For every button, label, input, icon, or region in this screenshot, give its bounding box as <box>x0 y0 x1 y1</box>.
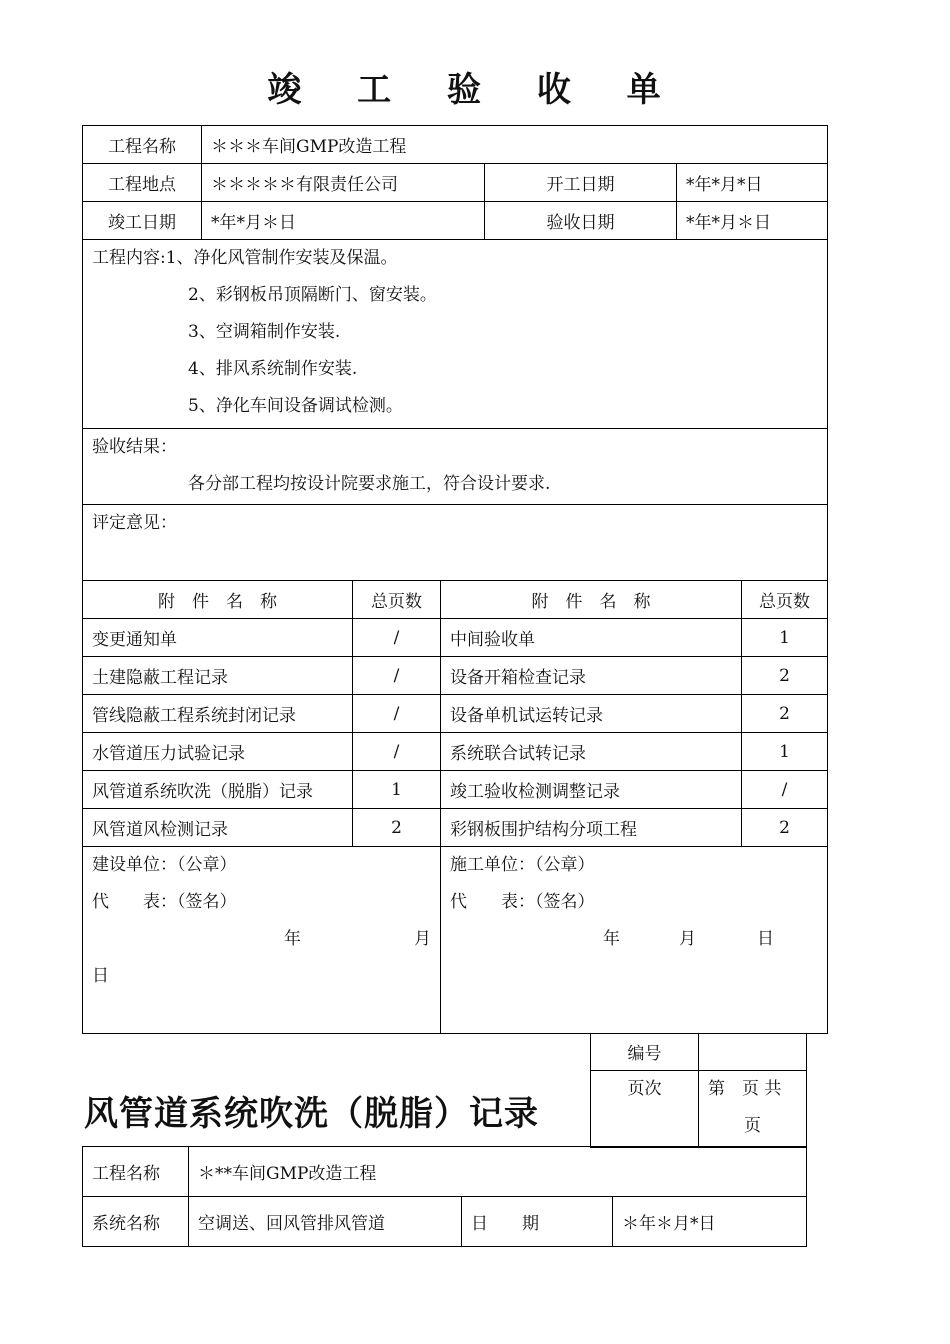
system-value: 空调送、回风管排风管道 <box>189 1197 462 1247</box>
result-text: 各分部工程均按设计院要求施工，符合设计要求. <box>188 474 551 494</box>
owner-day: 日 <box>92 966 109 986</box>
owner-month: 月 <box>414 929 431 949</box>
number-value <box>699 1034 807 1071</box>
row-record-system <box>83 1197 807 1247</box>
location-label: 工程地点 <box>83 164 202 202</box>
signature-row <box>83 847 828 1034</box>
location-value: ＊＊＊＊＊有限责任公司 <box>202 164 485 202</box>
page-title: 竣 工 验 收 单 <box>267 70 683 110</box>
page-value <box>699 1071 807 1148</box>
record-project-value: ＊**车间GMP改造工程 <box>189 1147 807 1197</box>
attachment-pages: 1 <box>353 771 441 809</box>
contractor-date-line <box>450 921 818 958</box>
table-row <box>83 809 828 847</box>
table-row <box>83 695 828 733</box>
row-project-name <box>83 126 828 164</box>
attachment-pages: 2 <box>742 657 828 695</box>
start-date-label: 开工日期 <box>485 164 677 202</box>
content-item: 4、排风系统制作安装. <box>188 359 358 379</box>
acceptance-date-value: *年*月＊日 <box>677 202 828 240</box>
attachment-name: 水管道压力试验记录 <box>83 733 353 771</box>
contractor-rep-label: 代 表：（签名） <box>450 892 595 912</box>
record-project-label: 工程名称 <box>83 1147 189 1197</box>
attachment-name: 竣工验收检测调整记录 <box>441 771 742 809</box>
owner-unit-label: 建设单位：（公章） <box>92 855 237 875</box>
attachment-name: 管线隐蔽工程系统封闭记录 <box>83 695 353 733</box>
row-location <box>83 164 828 202</box>
acceptance-date-label: 验收日期 <box>485 202 677 240</box>
row-record-project <box>83 1147 807 1197</box>
table-row <box>83 657 828 695</box>
attachment-pages-header: 总页数 <box>353 581 441 619</box>
attachment-name: 设备开箱检查记录 <box>441 657 742 695</box>
completion-date-label: 竣工日期 <box>83 202 202 240</box>
attachment-name: 土建隐蔽工程记录 <box>83 657 353 695</box>
page-label <box>591 1071 699 1148</box>
attachment-pages: 2 <box>353 809 441 847</box>
row-content <box>83 240 828 429</box>
page-value-line1: 第 页 共 <box>708 1079 782 1099</box>
row-result <box>83 429 828 505</box>
owner-year: 年 <box>284 929 301 949</box>
attachment-pages: / <box>353 657 441 695</box>
row-dates <box>83 202 828 240</box>
attachment-pages-header: 总页数 <box>742 581 828 619</box>
system-label: 系统名称 <box>83 1197 189 1247</box>
attachment-pages: / <box>353 619 441 657</box>
table-row <box>83 619 828 657</box>
contractor-year: 年 <box>603 929 620 949</box>
attachment-pages: / <box>742 771 828 809</box>
attachment-pages: / <box>353 695 441 733</box>
contractor-month: 月 <box>679 929 696 949</box>
owner-signature-cell <box>83 847 441 1034</box>
acceptance-result-cell <box>83 429 828 505</box>
record-info-table <box>82 1146 807 1247</box>
content-item: 2、彩钢板吊顶隔断门、窗安装。 <box>188 285 437 305</box>
attachment-pages: 1 <box>742 733 828 771</box>
attachment-pages: 1 <box>742 619 828 657</box>
attachment-pages: / <box>353 733 441 771</box>
owner-date-line <box>92 921 431 958</box>
page-label-text: 页次 <box>627 1079 662 1099</box>
content-item: 3、空调箱制作安装. <box>188 322 341 342</box>
record-date-label: 日 期 <box>462 1197 613 1247</box>
attachment-name: 变更通知单 <box>83 619 353 657</box>
table-row <box>83 733 828 771</box>
start-date-value: *年*月*日 <box>677 164 828 202</box>
attachment-name: 系统联合试转记录 <box>441 733 742 771</box>
attachment-pages: 2 <box>742 809 828 847</box>
number-label: 编号 <box>591 1034 699 1071</box>
opinion-cell <box>83 505 828 581</box>
contractor-day: 日 <box>757 929 774 949</box>
attachment-name-header: 附 件 名 称 <box>83 581 353 619</box>
content-lead: 工程内容:1、净化风管制作安装及保温。 <box>92 248 398 268</box>
owner-rep-label: 代 表：（签名） <box>92 892 237 912</box>
record-date-value: ＊年＊月*日 <box>613 1197 807 1247</box>
result-label: 验收结果： <box>92 437 177 457</box>
completion-date-value: *年*月＊日 <box>202 202 485 240</box>
attachments-header-row <box>83 581 828 619</box>
row-opinion <box>83 505 828 581</box>
record-number-box <box>590 1033 807 1148</box>
content-item: 5、净化车间设备调试检测。 <box>188 396 403 416</box>
project-name-label: 工程名称 <box>83 126 202 164</box>
completion-acceptance-form <box>82 125 828 1034</box>
contractor-signature-cell <box>441 847 828 1034</box>
page-value-line2: 页 <box>744 1116 761 1136</box>
record-title: 风管道系统吹洗（脱脂）记录 <box>84 1094 539 1134</box>
attachment-pages: 2 <box>742 695 828 733</box>
attachment-name: 设备单机试运转记录 <box>441 695 742 733</box>
project-name-value: ＊＊＊车间GMP改造工程 <box>202 126 828 164</box>
attachment-name: 风管道风检测记录 <box>83 809 353 847</box>
project-content-cell <box>83 240 828 429</box>
opinion-label: 评定意见： <box>92 513 177 533</box>
attachment-name: 风管道系统吹洗（脱脂）记录 <box>83 771 353 809</box>
attachment-name: 彩钢板围护结构分项工程 <box>441 809 742 847</box>
attachment-name: 中间验收单 <box>441 619 742 657</box>
table-row <box>83 771 828 809</box>
attachment-name-header: 附 件 名 称 <box>441 581 742 619</box>
contractor-unit-label: 施工单位：（公章） <box>450 855 595 875</box>
